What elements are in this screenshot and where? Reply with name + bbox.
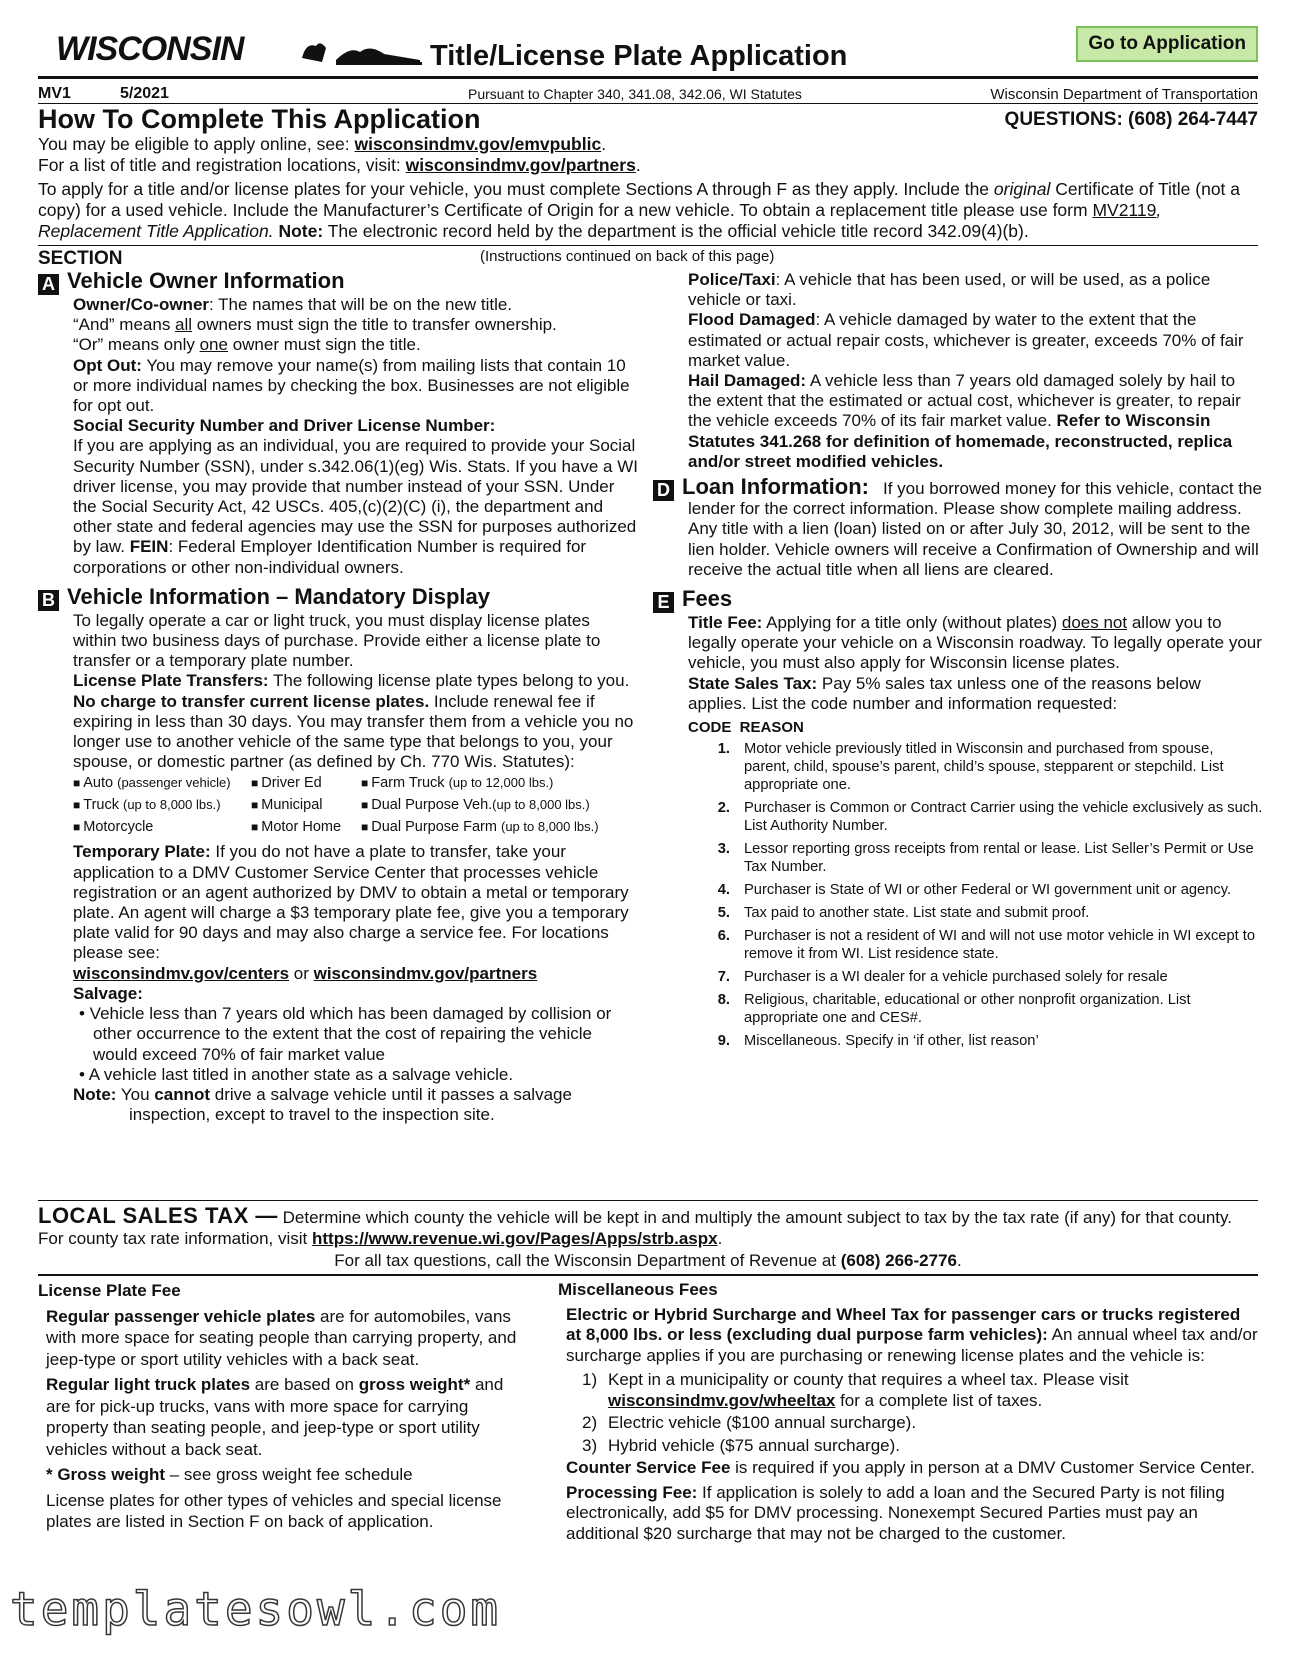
salvage-bullet-1: • Vehicle less than 7 years old which has been damaged by collision or other occurrence to the extent that the cost of repairing the vehicle would exceed 70% of fair market value bbox=[79, 1004, 612, 1064]
plate-type-item bbox=[73, 816, 251, 838]
section-b-badge: B bbox=[38, 590, 59, 611]
counter-fee-text: is required if you apply in person at a DMV Customer Service Center. bbox=[730, 1458, 1255, 1477]
surcharge-heading: Electric or Hybrid Surcharge and Wheel Tax for passenger cars or trucks registered at 8,000 lbs. or less (excluding dual purpose farm vehicles): bbox=[566, 1304, 1241, 1344]
opt-out-label: Opt Out: bbox=[73, 355, 142, 375]
tax-code-row bbox=[688, 904, 1263, 922]
police-text: : A vehicle that has been used, or will be used, as a police vehicle or taxi. bbox=[688, 270, 1211, 310]
temp-plate-label: Temporary Plate: bbox=[73, 842, 211, 862]
right-column bbox=[653, 268, 1263, 1055]
intro-para-b: Certificate of Title (not a copy) for a used vehicle. Include the Manufacturer’s Certificate of Origin for a new vehicle. To obtain a replacement title please use form bbox=[38, 179, 1241, 220]
section-c-body bbox=[653, 270, 1263, 472]
emvpublic-link[interactable]: wisconsindmv.gov/emvpublic bbox=[354, 134, 602, 154]
tax-code-row bbox=[688, 991, 1263, 1027]
plate-type-name: Dual Purpose Veh. bbox=[371, 797, 493, 814]
plate-type-item bbox=[361, 816, 661, 838]
item-text: Electric vehicle ($100 annual surcharge). bbox=[608, 1413, 917, 1432]
and-pre: “And” means bbox=[73, 315, 176, 335]
ssn-text: If you are applying as an individual, you are required to provide your Social Security Number (SSN), under s.342.06(1)(eg) Wis. Stats. If you have a WI driver license, you may provide that number instead of your SSN. Under the Social Security Act, 42 USCs. 405,(c)(2)(C) (i), the department and other state and federal agencies may use the SSN for purposes authorized by law. bbox=[73, 436, 638, 557]
intro-line2: For a list of title and registration locations, visit: bbox=[38, 155, 406, 175]
fees-section bbox=[38, 1276, 1258, 1616]
salvage-bullet-2: • A vehicle last titled in another state as a salvage vehicle. bbox=[79, 1064, 514, 1084]
hail-text: A vehicle less than 7 years old damaged solely by hail to the extent that the estimated or actual cost, whichever is greater, to repair the vehicle exceeds 70% of its fair market value. bbox=[688, 371, 1241, 431]
intro-para-c: The electronic record held by the department is the official vehicle title record 342.09(4)(b). bbox=[323, 221, 1029, 241]
section-e-badge: E bbox=[653, 592, 674, 613]
plate-type-item bbox=[361, 772, 661, 794]
or-post: owner must sign the title. bbox=[227, 335, 421, 355]
local-tax-heading: LOCAL SALES TAX — bbox=[38, 1203, 278, 1228]
code-reason: Lessor reporting gross receipts from rental or lease. List Seller’s Permit or Use Tax Number. bbox=[744, 841, 1254, 876]
intro-italic: original bbox=[993, 179, 1051, 199]
and-post: owners must sign the title to transfer ownership. bbox=[192, 315, 557, 335]
code-reason: Religious, charitable, educational or other nonprofit organization. List appropriate one and CES#. bbox=[744, 992, 1191, 1027]
form-date: 5/2021 bbox=[120, 85, 169, 102]
salvage-note-pre: You bbox=[116, 1084, 155, 1104]
section-b-title-text: Vehicle Information – Mandatory Display bbox=[67, 583, 490, 609]
tax-code-list bbox=[688, 740, 1263, 1050]
salvage-note-post: drive a salvage vehicle until it passes a salvage inspection, except to travel to the inspection site. bbox=[129, 1084, 572, 1125]
owner-label: Owner/Co-owner bbox=[73, 295, 210, 314]
title-fee-label: Title Fee: bbox=[688, 613, 763, 633]
reg-truck-label: Regular light truck plates bbox=[46, 1375, 251, 1394]
form-title: Title/License Plate Application bbox=[430, 40, 848, 72]
sales-tax-text: Pay 5% sales tax unless one of the reasons below applies. List the code number and information requested: bbox=[688, 673, 1201, 713]
tax-code-row bbox=[688, 840, 1263, 876]
page-title: How To Complete This Application bbox=[38, 104, 481, 134]
or-word: or bbox=[289, 963, 314, 983]
gross-weight-label: * Gross weight bbox=[46, 1465, 166, 1484]
opt-out-text: You may remove your name(s) from mailing lists that contain 10 or more individual names by checking the box. Businesses are not eligible for opt out. bbox=[73, 355, 630, 416]
surcharge-item bbox=[582, 1370, 1258, 1411]
surcharge-item bbox=[582, 1413, 1258, 1434]
plate-type-note: (passenger vehicle) bbox=[117, 775, 231, 791]
tax-code-row bbox=[688, 740, 1263, 794]
go-to-application-button[interactable]: Go to Application bbox=[1076, 26, 1258, 62]
code-number: 5. bbox=[717, 905, 730, 922]
wisconsin-logo: WISCONSIN bbox=[56, 30, 244, 68]
section-a-title-text: Vehicle Owner Information bbox=[67, 268, 345, 293]
reg-passenger-label: Regular passenger vehicle plates bbox=[46, 1306, 316, 1326]
partners-link[interactable]: wisconsindmv.gov/partners bbox=[405, 155, 636, 175]
code-number: 3. bbox=[717, 841, 730, 858]
left-column bbox=[38, 268, 638, 1125]
plate-fee-heading: License Plate Fee bbox=[38, 1281, 181, 1300]
item-post: for a complete list of taxes. bbox=[835, 1390, 1043, 1410]
plate-transfer-bold: No charge to transfer current license plates. bbox=[73, 691, 430, 711]
fein-label: FEIN bbox=[129, 537, 169, 557]
miscellaneous-fees bbox=[558, 1280, 1258, 1548]
section-b-body bbox=[38, 611, 638, 1125]
sections-columns bbox=[38, 268, 1263, 1198]
section-label: SECTION bbox=[38, 248, 123, 269]
form-header bbox=[38, 28, 1258, 79]
plate-types-list bbox=[73, 772, 638, 838]
local-tax-end: . bbox=[717, 1229, 723, 1248]
plate-type-name: Motorcycle bbox=[83, 819, 154, 836]
section-header-row bbox=[38, 245, 1258, 268]
section-e-title bbox=[653, 586, 1263, 613]
plate-transfer-text2: Include renewal fee if expiring in less than 30 days. You may transfer them from a vehicle you no longer use to another vehicle of the same type that belongs to you, your spouse, or domestic partner (as defined by Ch. 770 Wis. Statutes): bbox=[73, 691, 634, 772]
flood-text: : A vehicle damaged by water to the extent that the estimated or actual repair costs, whichever is greater, exceeds 70% of fair market value. bbox=[688, 310, 1244, 370]
code-header: CODE REASON bbox=[688, 719, 804, 737]
salvage-note-bold: cannot bbox=[154, 1084, 211, 1104]
title-fee-post: allow you to legally operate your vehicle on a Wisconsin roadway. To legally operate your vehicle, you must also apply for Wisconsin license plates. bbox=[688, 613, 1262, 673]
code-reason: Purchaser is a WI dealer for a vehicle purchased solely for resale bbox=[744, 969, 1168, 986]
processing-fee-text: If application is solely to add a loan and the Secured Party is not filing electronically, add $5 for DMV processing. Nonexempt Secured Parties must pay an additional $20 surcharge that may not be charged to the customer. bbox=[566, 1482, 1225, 1543]
section-d-badge: D bbox=[653, 480, 674, 501]
code-number: 2. bbox=[717, 800, 730, 817]
hail-bold: Refer to Wisconsin Statutes 341.268 for definition of homemade, reconstructed, replica and/or street modified vehicles. bbox=[688, 411, 1233, 471]
tax-questions-line bbox=[38, 1251, 1258, 1276]
partners-link-b[interactable]: wisconsindmv.gov/partners bbox=[313, 963, 538, 983]
loan-text: If you borrowed money for this vehicle, contact the lender for the correct information. Please show complete mailing address. Any title with a lien (loan) listed on or after July 30, 2012, will be sent to the lien holder. Vehicle owners will receive a Confirmation of Ownership and will receive the actual title when all liens are cleared. bbox=[688, 479, 1262, 579]
counter-fee-label: Counter Service Fee bbox=[566, 1458, 731, 1477]
plate-type-item bbox=[251, 816, 361, 838]
intro-note-label: Note: bbox=[273, 221, 324, 241]
section-a-body bbox=[38, 295, 638, 578]
code-reason: Purchaser is not a resident of WI and will not use motor vehicle in WI except to remove it from WI. List residence state. bbox=[744, 928, 1256, 963]
plate-type-item bbox=[361, 794, 661, 816]
code-number: 9. bbox=[717, 1033, 730, 1050]
continued-note: (Instructions continued on back of this page) bbox=[480, 248, 775, 265]
title-fee-pre: Applying for a title only (without plates) bbox=[762, 613, 1062, 633]
surcharge-list bbox=[582, 1370, 1258, 1456]
plate-type-name: Driver Ed bbox=[261, 775, 322, 792]
gross-weight-text: – see gross weight fee schedule bbox=[165, 1465, 413, 1484]
code-reason: Purchaser is State of WI or other Federal or WI government unit or agency. bbox=[744, 882, 1232, 899]
section-d-title: Loan Information: bbox=[682, 474, 869, 500]
tax-code-row bbox=[688, 881, 1263, 899]
temp-plate-text: If you do not have a plate to transfer, take your application to a DMV Customer Service Center that processes vehicle registration or an agent authorized by DMV to obtain a metal or temporary plate. An agent will charge a $3 temporary plate fee, give you a temporary plate valid for 90 days and may also charge a service fee. For locations please see: bbox=[73, 842, 629, 963]
tax-code-row bbox=[688, 968, 1263, 986]
plate-type-note: (up to 8,000 lbs.) bbox=[123, 797, 221, 813]
and-underline: all bbox=[175, 315, 193, 335]
police-label: Police/Taxi bbox=[688, 270, 776, 289]
code-reason: Purchaser is Common or Contract Carrier using the vehicle exclusively as such. List Authority Number. bbox=[744, 800, 1263, 835]
form-subheader bbox=[38, 79, 1258, 104]
code-number: 6. bbox=[717, 928, 730, 945]
revenue-link[interactable]: https://www.revenue.wi.gov/Pages/Apps/strb.aspx bbox=[312, 1229, 718, 1248]
plate-type-item bbox=[73, 794, 251, 816]
document-page bbox=[38, 28, 1263, 1616]
form-number: MV1 bbox=[38, 85, 71, 102]
plate-transfer-text1: The following license plate types belong to you. bbox=[268, 671, 630, 691]
department-name: Wisconsin Department of Transportation bbox=[990, 86, 1258, 103]
surcharge-text: An annual wheel tax and/or surcharge applies if you are purchasing or renewing license plates and the vehicle is: bbox=[566, 1325, 1258, 1365]
hail-label: Hail Damaged: bbox=[688, 371, 807, 391]
plate-type-name: Dual Purpose Farm bbox=[371, 819, 497, 836]
plate-type-item bbox=[73, 772, 251, 794]
section-b-title bbox=[38, 584, 638, 611]
questions-phone: QUESTIONS: (608) 264-7447 bbox=[1004, 109, 1258, 130]
misc-fees-heading: Miscellaneous Fees bbox=[558, 1280, 718, 1299]
plate-type-name: Motor Home bbox=[261, 819, 342, 836]
watermark: templatesowl.com bbox=[10, 1582, 502, 1636]
section-a-badge: A bbox=[38, 274, 59, 295]
statute-reference: Pursuant to Chapter 340, 341.08, 342.06, WI Statutes bbox=[468, 86, 802, 102]
tax-code-row bbox=[688, 927, 1263, 963]
reg-truck-text: and are for pick-up trucks, vans with more space for carrying property than seating people, and jeep-type or sport utility vehicles without a back seat. bbox=[46, 1375, 504, 1459]
license-plate-fee bbox=[38, 1280, 528, 1537]
tax-code-row bbox=[688, 1032, 1263, 1050]
code-number: 7. bbox=[717, 969, 730, 986]
mv2119-link[interactable]: MV2119 bbox=[1092, 200, 1157, 220]
code-reason: Miscellaneous. Specify in ‘if other, list reason’ bbox=[744, 1033, 1039, 1050]
section-e-title-text: Fees bbox=[682, 586, 733, 612]
item-number: 1) bbox=[582, 1370, 598, 1389]
plate-type-note: (up to 12,000 lbs.) bbox=[448, 775, 554, 791]
other-plates-text: License plates for other types of vehicles and special license plates are listed in Section F on back of application. bbox=[46, 1490, 502, 1531]
section-b-intro: To legally operate a car or light truck, you must display license plates within two business days of purchase. Provide either a license plate to transfer or a temporary plate number. bbox=[73, 610, 601, 671]
or-underline: one bbox=[199, 335, 228, 355]
plate-type-name: Municipal bbox=[261, 797, 323, 814]
tax-questions-pre: For all tax questions, call the Wisconsin Department of Revenue at bbox=[334, 1251, 841, 1270]
plate-type-item bbox=[251, 772, 361, 794]
code-number: 4. bbox=[717, 882, 730, 899]
code-reason: Tax paid to another state. List state and submit proof. bbox=[744, 905, 1090, 922]
state-outline-icon bbox=[300, 38, 426, 66]
plate-transfer-label: License Plate Transfers: bbox=[73, 671, 269, 691]
tax-code-row bbox=[688, 799, 1263, 835]
intro-text: You may be eligible to apply online, see: wisconsindmv.gov/emvpublic. For a list of title and registration locations, visit: wisconsindmv.gov/partners. To apply for a title and/or license plates for your vehicle, you must complete Sections A through F as they apply. Include the original Certificate of Title (not a copy) for a used vehicle. Include the Manufacturer’s Certificate of Origin for a new vehicle. To obtain a replacement title please use form MV2119, Replacement Title Application. Note: The electronic record held by the department is the official vehicle title record 342.09(4)(b). bbox=[38, 134, 1241, 241]
reg-truck-bold: gross weight* bbox=[358, 1375, 471, 1394]
revenue-phone: (608) 266-2776 bbox=[840, 1251, 957, 1270]
centers-link[interactable]: wisconsindmv.gov/centers bbox=[73, 963, 290, 983]
section-e-body bbox=[653, 613, 1263, 1050]
code-reason: Motor vehicle previously titled in Wisconsin and purchased from spouse, parent, child, spouse’s parent, child’s spouse, stepparent or stepchild. List appropriate one. bbox=[744, 741, 1224, 794]
owner-text: : The names that will be on the new title. bbox=[209, 295, 513, 314]
plate-type-item bbox=[251, 794, 361, 816]
local-sales-tax bbox=[38, 1200, 1258, 1249]
processing-fee-label: Processing Fee: bbox=[566, 1482, 698, 1502]
intro-para-a: To apply for a title and/or license plates for your vehicle, you must complete Sections A through F as they apply. Include the bbox=[38, 179, 994, 199]
intro-form-title: , Replacement Title Application. bbox=[38, 200, 1162, 241]
code-number: 8. bbox=[717, 992, 730, 1009]
item-number: 2) bbox=[582, 1413, 598, 1432]
plate-type-name: Farm Truck bbox=[371, 775, 445, 792]
code-number: 1. bbox=[717, 741, 730, 758]
intro-line1: You may be eligible to apply online, see: bbox=[38, 134, 355, 154]
title-fee-underline: does not bbox=[1061, 613, 1128, 633]
section-a-title bbox=[38, 268, 638, 295]
local-tax-text: Determine which county the vehicle will be kept in and multiply the amount subject to tax by the tax rate (if any) for that county. For county tax rate information, visit bbox=[38, 1208, 1232, 1248]
plate-type-name: Auto bbox=[83, 775, 114, 792]
flood-label: Flood Damaged bbox=[688, 310, 816, 330]
tax-questions-end: . bbox=[957, 1251, 962, 1270]
wheeltax-link[interactable]: wisconsindmv.gov/wheeltax bbox=[608, 1390, 836, 1410]
heading-row bbox=[38, 104, 1258, 134]
salvage-note-label: Note: bbox=[73, 1084, 117, 1104]
surcharge-item bbox=[582, 1436, 1258, 1457]
salvage-label: Salvage: bbox=[73, 983, 143, 1003]
or-pre: “Or” means only bbox=[73, 335, 200, 355]
plate-type-note: (up to 8,000 lbs.) bbox=[501, 819, 599, 835]
item-number: 3) bbox=[582, 1435, 598, 1455]
sales-tax-label: State Sales Tax: bbox=[688, 673, 818, 693]
ssn-label: Social Security Number and Driver License Number: bbox=[73, 416, 496, 436]
item-text: Hybrid vehicle ($75 annual surcharge). bbox=[608, 1435, 900, 1455]
reg-passenger-text: are for automobiles, vans with more space for seating people than carrying property, and jeep-type or sport utility vehicles with a back seat. bbox=[46, 1306, 517, 1369]
fein-text: : Federal Employer Identification Number is required for corporations or other non-individual owners. bbox=[73, 537, 587, 577]
reg-truck-mid: are based on bbox=[250, 1375, 359, 1394]
item-text: Kept in a municipality or county that requires a wheel tax. Please visit bbox=[608, 1370, 1129, 1389]
plate-type-name: Truck bbox=[83, 797, 119, 814]
plate-type-note: (up to 8,000 lbs.) bbox=[492, 797, 590, 813]
